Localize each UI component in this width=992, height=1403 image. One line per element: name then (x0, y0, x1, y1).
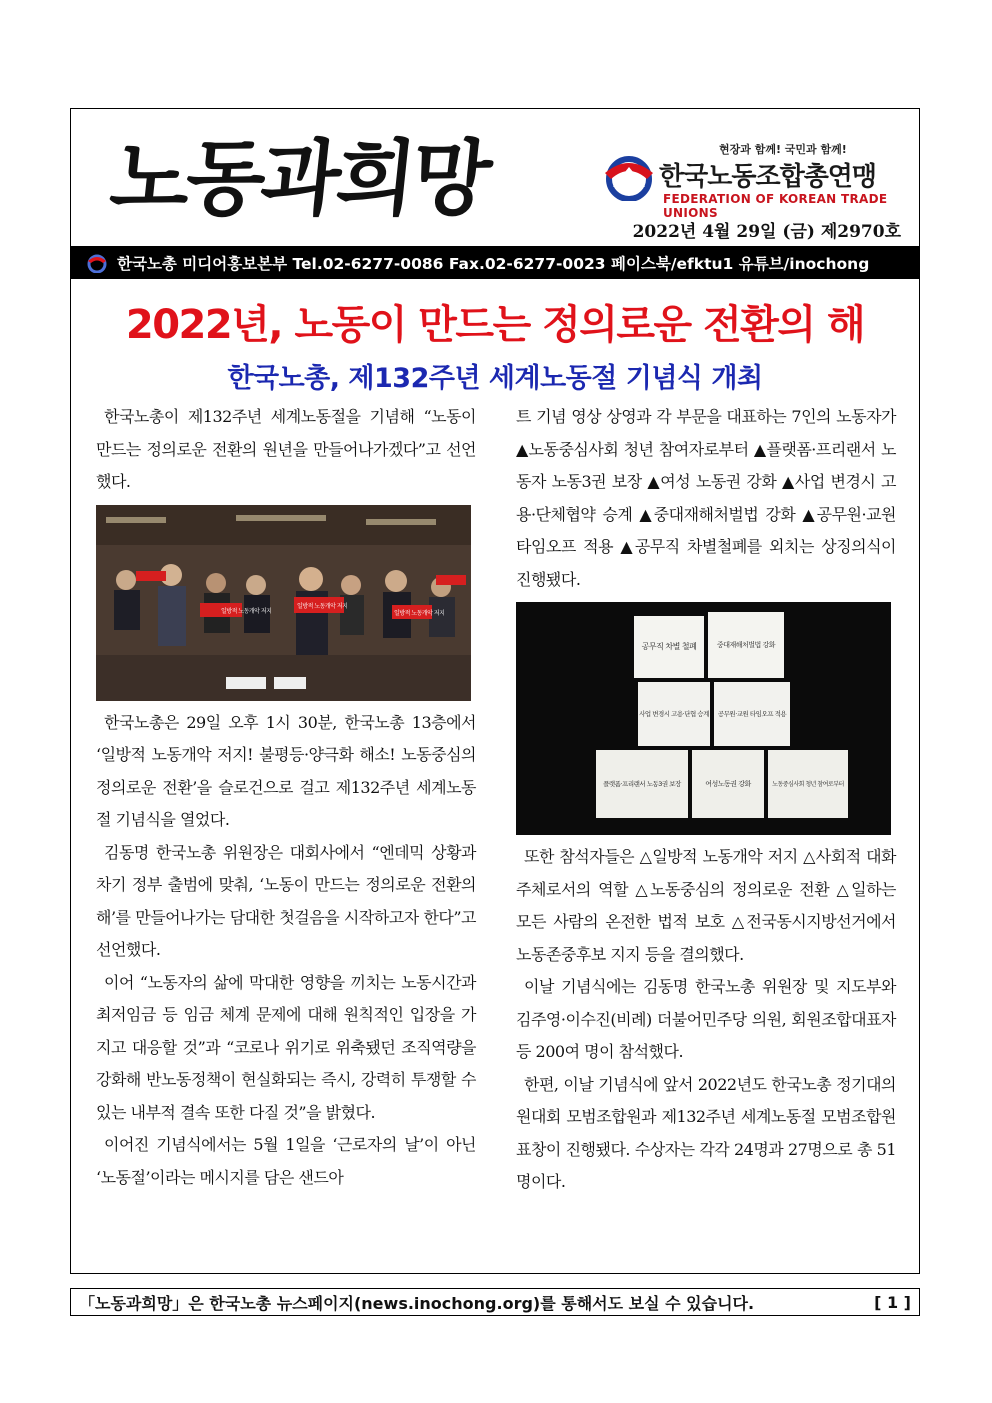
federation-slogan: 현장과 함께! 국민과 함께! (719, 143, 847, 156)
paper-title: 노동과희망 (105, 131, 493, 227)
masthead (71, 109, 919, 245)
placard-text: 일방적 노동개악 저지 (394, 609, 445, 617)
article-paragraph: 한국노총이 제132주년 세계노동절을 기념해 “노동이 만드는 정의로운 전환의 원년을 만들어나가겠다”고 선언했다. (96, 407, 476, 491)
footer (70, 1288, 920, 1316)
newsletter-frame (70, 108, 920, 1274)
article-paragraph: 한편, 이날 기념식에 앞서 2022년도 한국노총 정기대의원대회 모범조합원과 제132주년 세계노동절 모범조합원 표창이 진행됐다. 수상자는 각각 24명과 27명으로 총 51명이다. (516, 1074, 896, 1191)
article-paragraph: 한국노총은 29일 오후 1시 30분, 한국노총 13층에서 ‘일방적 노동개악 저지! 불평등·양극화 해소! 노동중심의 정의로운 전환’을 슬로건으로 걸고 제132주년 세계노동절 기념식을 열었다. (96, 712, 476, 829)
sign-text: 여성노동권 강화 (705, 780, 751, 788)
headline: 2022년, 노동이 만드는 정의로운 전환의 해 (125, 302, 865, 348)
sign-text: 공무원·교원 타임오프 적용 (717, 710, 787, 718)
article-left-column (96, 401, 476, 1194)
page-number: [ 1 ] (874, 1292, 911, 1312)
contact-info-text: 한국노총 미디어홍보본부 Tel.02-6277-0086 Fax.02-6277-0023 페이스북/efktu1 유튜브/inochong (117, 254, 870, 273)
sign-text: 사업 변경시 고용·단협 승계 (639, 710, 709, 718)
federation-name: 한국노동조합총연맹 (659, 162, 877, 192)
article-paragraph: 이어 “노동자의 삶에 막대한 영향을 끼치는 노동시간과 최저임금 등 임금 체계 문제에 대해 원칙적인 입장을 가지고 대응할 것”과 “코로나 위기로 위축됐던 조직역량을 강화해 반노동정책이 현실화되는 즉시, 강력히 투쟁할 수 있는 내부적 결속 또한 다질 것”을 밝혔다. (96, 972, 476, 1122)
placard-text: 일방적 노동개악 저지 (221, 607, 272, 615)
subheadline: 한국노총, 제132주년 세계노동절 기념식 개최 (227, 363, 763, 394)
sign-text: 노동중심사회 청년 참여로부터 (772, 781, 844, 788)
federation-name-en: FEDERATION OF KOREAN TRADE UNIONS (663, 192, 888, 220)
sign-text: 플랫폼·프리랜서 노동3권 보장 (603, 780, 681, 788)
article-paragraph: 김동명 한국노총 위원장은 대회사에서 “엔데믹 상황과 차기 정부 출범에 맞춰, ‘노동이 만드는 정의로운 전환의 해’를 만들어나가는 담대한 첫걸음을 시작하고자 한다”고 선언했다. (96, 842, 476, 959)
article-paragraph: 이날 기념식에는 김동명 한국노총 위원장 및 지도부와 김주영·이수진(비례) 더불어민주당 의원, 회원조합대표자 등 200여 명이 참석했다. (516, 977, 896, 1061)
article-right-column (516, 401, 896, 1199)
sign-text: 공무직 차별 철폐 (641, 642, 697, 651)
slogan-boxes-photo (516, 602, 891, 835)
article-paragraph: 이어진 기념식에서는 5월 1일을 ‘근로자의 날’이 아닌 ‘노동절’이라는 메시지를 담은 샌드아 (96, 1135, 476, 1187)
footer-text: 「노동과희망」은 한국노총 뉴스페이지(news.inochong.org)를 통해서도 보실 수 있습니다. (79, 1293, 755, 1313)
contact-infobar (71, 246, 919, 279)
federation-logo-icon (599, 153, 659, 201)
article-paragraph: 트 기념 영상 상영과 각 부문을 대표하는 7인의 노동자가 ▲노동중심사회 청년 참여자로부터 ▲플랫폼·프리랜서 노동자 노동3권 보장 ▲여성 노동권 강화 ▲사업 변경시 고용·단체협약 승계 ▲중대재해처벌법 강화 ▲공무원·교원 타임오프 적용 ▲공무직 차별철폐를 외치는 상징의식이 진행됐다. (516, 407, 896, 589)
issue-date: 2022년 4월 29일 (금) 제2970호 (632, 222, 901, 242)
federation-mini-logo-icon (85, 253, 109, 273)
article-paragraph: 또한 참석자들은 △일방적 노동개악 저지 △사회적 대화 주체로서의 역할 △노동중심의 정의로운 전환 △일하는 모든 사람의 온전한 법적 보호 △전국동시지방선거에서 노동존중후보 지지 등을 결의했다. (516, 847, 896, 964)
placard-text: 일방적 노동개악 저지 (297, 602, 348, 610)
sign-text: 중대재해처벌법 강화 (716, 641, 776, 649)
ceremony-photo (96, 505, 471, 701)
